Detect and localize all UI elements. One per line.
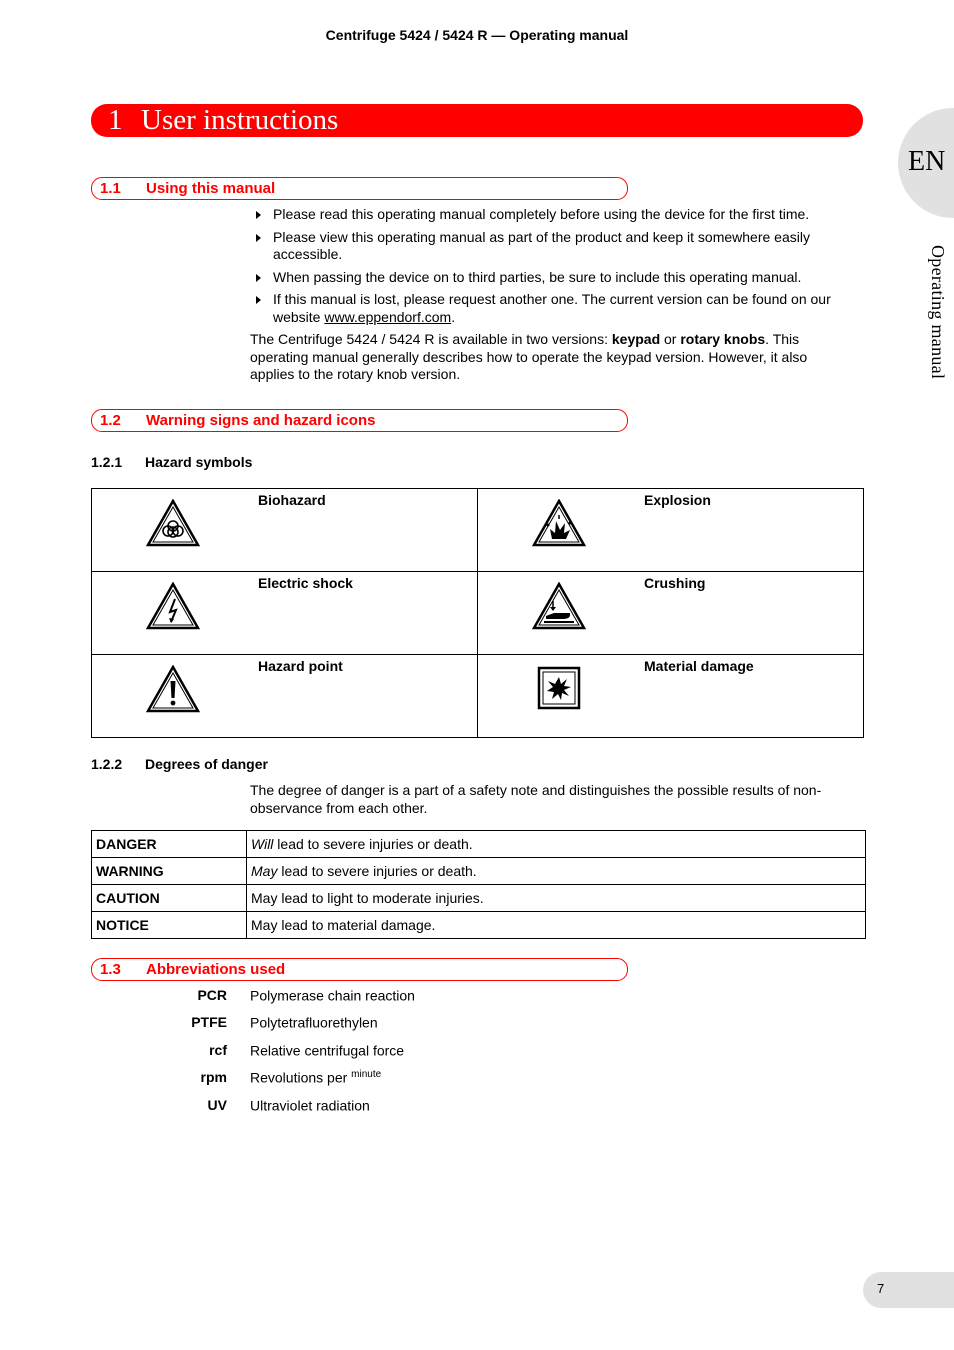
hazard-label: Hazard point bbox=[258, 658, 343, 674]
abbreviation-meaning bbox=[250, 1014, 378, 1031]
electric-shock-icon bbox=[146, 582, 200, 630]
section-number: 1.1 bbox=[100, 180, 121, 197]
hazard-cell bbox=[478, 489, 864, 572]
abbreviation-meaning bbox=[250, 1097, 370, 1114]
bullet-arrow-icon bbox=[256, 234, 261, 242]
subsection-number: 1.2.2 bbox=[91, 756, 123, 772]
section-heading-1-1 bbox=[91, 177, 628, 200]
abbreviation: PTFE bbox=[191, 1014, 227, 1031]
bullet-arrow-icon bbox=[256, 296, 261, 304]
paragraph-text: . This operating manual generally describes how to operate the keypad version. However, it also applies to the rotary knob version. bbox=[250, 331, 808, 382]
list-item-text: If this manual is lost, please request another one. The current version can be found on our website bbox=[273, 291, 831, 325]
meaning-text: Polymerase chain reaction bbox=[250, 987, 415, 1004]
exclamation-icon bbox=[146, 665, 200, 713]
list-item bbox=[91, 1042, 691, 1069]
bullet-arrow-icon bbox=[256, 274, 261, 282]
hazard-cell bbox=[92, 489, 478, 572]
abbreviations-list bbox=[91, 987, 691, 1124]
biohazard-icon bbox=[146, 499, 200, 547]
table-row bbox=[92, 885, 866, 912]
section-title: Using this manual bbox=[146, 180, 276, 197]
paragraph-bold-rotary: rotary knobs bbox=[680, 331, 766, 347]
table-row bbox=[92, 489, 864, 572]
abbreviation-meaning bbox=[250, 1042, 404, 1059]
chapter-title: User instructions bbox=[141, 104, 339, 136]
material-damage-icon bbox=[532, 665, 586, 713]
paragraph-text: The Centrifuge 5424 / 5424 R is available in two versions: bbox=[250, 331, 612, 347]
meaning-text: Polytetrafluorethylen bbox=[250, 1015, 378, 1032]
danger-text: lead to severe injuries or death. bbox=[277, 863, 477, 879]
table-row bbox=[92, 831, 866, 858]
list-item-text: Please view this operating manual as part of the product and keep it somewhere easily accessible. bbox=[273, 228, 810, 262]
danger-intro-paragraph: The degree of danger is a part of a safety note and distinguishes the possible results of non-observance from each other. bbox=[250, 782, 822, 816]
list-item bbox=[254, 269, 854, 287]
section-heading-1-3 bbox=[91, 958, 628, 981]
danger-levels-table bbox=[91, 830, 866, 939]
hazard-label: Crushing bbox=[644, 575, 706, 591]
table-row bbox=[92, 912, 866, 939]
explosion-icon bbox=[532, 499, 586, 547]
list-item bbox=[91, 987, 691, 1014]
list-item-text: Please read this operating manual completely before using the device for the first time. bbox=[273, 206, 810, 222]
hazard-cell bbox=[478, 572, 864, 655]
paragraph-text: or bbox=[660, 331, 681, 347]
bullet-arrow-icon bbox=[256, 211, 261, 219]
subsection-heading-1-2-2 bbox=[91, 756, 268, 772]
meaning-text: Relative centrifugal force bbox=[250, 1042, 405, 1059]
hazard-label: Material damage bbox=[644, 658, 754, 674]
chapter-heading bbox=[91, 104, 863, 137]
hazard-cell bbox=[92, 572, 478, 655]
list-item bbox=[254, 229, 854, 264]
abbreviation: PCR bbox=[197, 987, 227, 1003]
crushing-icon bbox=[532, 582, 586, 630]
danger-level: DANGER bbox=[92, 831, 247, 858]
danger-level: NOTICE bbox=[92, 912, 247, 939]
list-item bbox=[254, 206, 854, 224]
page-header: Centrifuge 5424 / 5424 R — Operating manual bbox=[325, 27, 629, 43]
danger-text: May lead to material damage. bbox=[251, 917, 436, 933]
section-number: 1.3 bbox=[100, 961, 121, 978]
page-number: 7 bbox=[877, 1281, 885, 1296]
section-heading-1-2 bbox=[91, 409, 628, 432]
hazard-label: Electric shock bbox=[258, 575, 353, 591]
list-item-text: When passing the device on to third parties, be sure to include this operating manual. bbox=[273, 268, 802, 285]
website-link[interactable]: www.eppendorf.com bbox=[324, 308, 452, 325]
table-row bbox=[92, 858, 866, 885]
instruction-list bbox=[254, 206, 854, 331]
subsection-heading-1-2-1 bbox=[91, 454, 252, 470]
hazard-symbols-table bbox=[91, 488, 864, 738]
hazard-cell bbox=[92, 655, 478, 738]
hazard-label: Explosion bbox=[644, 492, 711, 508]
chapter-number: 1 bbox=[108, 104, 123, 136]
abbreviation-meaning bbox=[250, 1069, 381, 1086]
subsection-title: Degrees of danger bbox=[145, 756, 268, 772]
side-tab-label: Operating manual bbox=[928, 245, 948, 380]
abbreviation: rpm bbox=[200, 1069, 227, 1086]
danger-text: May lead to light to moderate injuries. bbox=[251, 890, 484, 906]
table-row bbox=[92, 655, 864, 738]
table-row bbox=[92, 572, 864, 655]
meaning-text: Revolutions per bbox=[250, 1069, 352, 1086]
abbreviation: rcf bbox=[209, 1041, 227, 1058]
danger-description bbox=[247, 885, 866, 912]
subsection-number: 1.2.1 bbox=[91, 454, 123, 470]
meaning-text: Ultraviolet radiation bbox=[250, 1097, 370, 1114]
danger-description bbox=[247, 858, 866, 885]
section-title: Warning signs and hazard icons bbox=[146, 412, 376, 429]
hazard-cell bbox=[478, 655, 864, 738]
danger-description bbox=[247, 912, 866, 939]
list-item bbox=[91, 1014, 691, 1041]
list-item bbox=[91, 1097, 691, 1124]
list-item bbox=[91, 1069, 691, 1096]
language-label: EN bbox=[908, 146, 946, 177]
list-item bbox=[254, 291, 854, 326]
paragraph-bold-keypad: keypad bbox=[611, 331, 661, 347]
danger-emphasis: May bbox=[251, 863, 278, 879]
versions-paragraph bbox=[250, 331, 850, 384]
list-item-suffix: . bbox=[451, 308, 456, 325]
section-title: Abbreviations used bbox=[146, 961, 286, 978]
meaning-superscript: minute bbox=[351, 1069, 382, 1081]
danger-text: lead to severe injuries or death. bbox=[273, 836, 473, 852]
abbreviation: UV bbox=[207, 1096, 227, 1113]
hazard-label: Biohazard bbox=[258, 492, 326, 508]
abbreviation-meaning bbox=[250, 987, 415, 1004]
danger-description bbox=[247, 831, 866, 858]
danger-level: CAUTION bbox=[92, 885, 247, 912]
danger-emphasis: Will bbox=[251, 836, 274, 852]
subsection-title: Hazard symbols bbox=[145, 454, 253, 470]
section-number: 1.2 bbox=[100, 412, 121, 429]
danger-level: WARNING bbox=[92, 858, 247, 885]
